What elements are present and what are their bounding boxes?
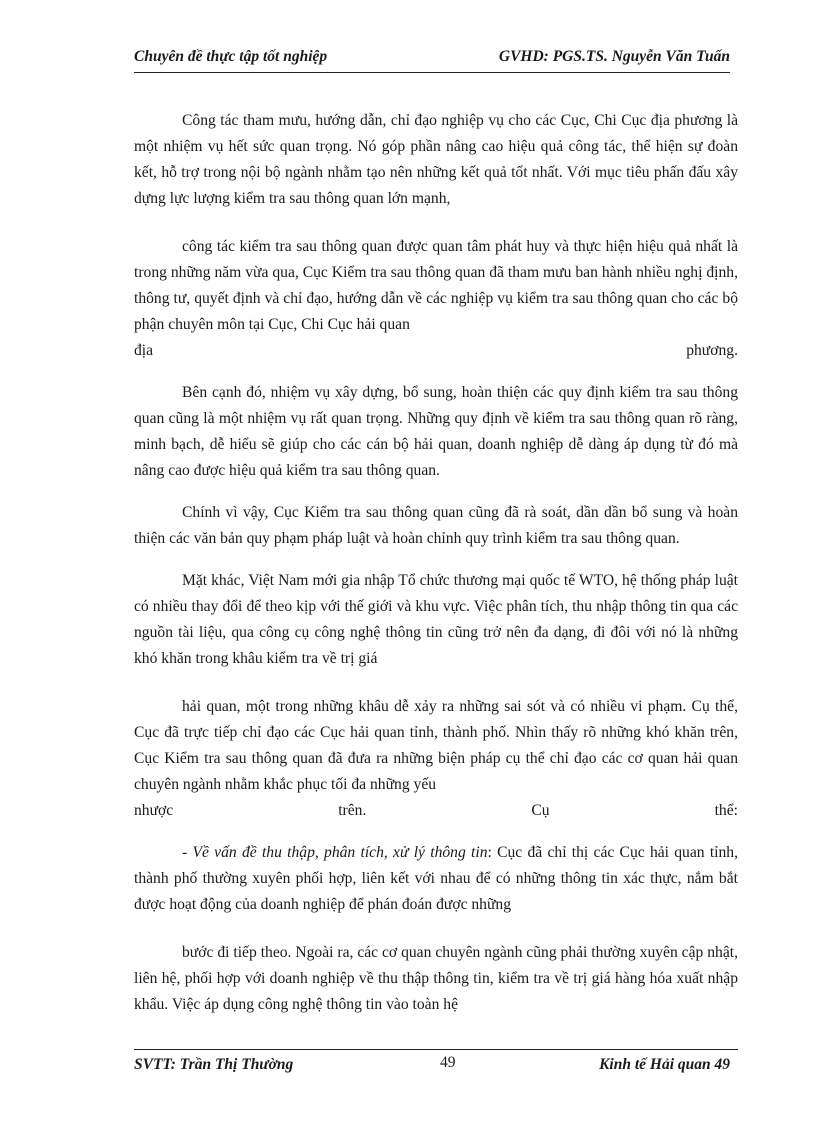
paragraph-1: Công tác tham mưu, hướng dẫn, chỉ đạo nghiệp vụ cho các Cục, Chi Cục địa phương là một nhiệm vụ hết sức quan trọng. Nó góp phần nâng cao hiệu quả công tác, thể hiện sự đoàn kết, hỗ trợ trong nội bộ ngành nhằm tạo nên những kết quả tốt nhất. Với mục tiêu phấn đấu xây dựng lực lượng kiểm tra sau thông quan lớn mạnh, <box>134 112 738 207</box>
document-body <box>134 108 738 1034</box>
footer-class: Kinh tế Hải quan 49 <box>599 1056 730 1073</box>
page-number: 49 <box>440 1054 456 1071</box>
header-advisor: GVHD: PGS.TS. Nguyễn Văn Tuấn <box>498 48 730 65</box>
paragraph-8: bước đi tiếp theo. Ngoài ra, các cơ quan chuyên ngành cũng phải thường xuyên cập nhật, liên hệ, phối hợp với doanh nghiệp về thu thập thông tin, kiểm tra về trị giá hàng hóa xuất nhập khẩu. Việc áp dụng công nghệ thông tin vào toàn hệ <box>134 944 738 1013</box>
paragraph-7: - Về vấn đề thu thập, phân tích, xử lý thông tin: Cục đã chỉ thị các Cục hải quan tỉnh, thành phố thường xuyên phối hợp, liên kết với nhau để có những thông tin xác thực, nắm bắt được hoạt động của doanh nghiệp để phán đoán được những <box>134 844 738 913</box>
page-header <box>134 46 730 73</box>
paragraph-5: Mặt khác, Việt Nam mới gia nhập Tổ chức thương mại quốc tế WTO, hệ thống pháp luật có nhiều thay đổi để theo kịp với thế giới và khu vực. Việc phân tích, thu nhập thông tin qua các nguồn tài liệu, qua công cụ công nghệ thông tin cũng trở nên đa dạng, đi đôi với nó là những khó khăn trong khâu kiểm tra về trị giá <box>134 572 738 667</box>
header-title: Chuyên đề thực tập tốt nghiệp <box>134 48 328 65</box>
footer-student: SVTT: Trần Thị Thường <box>134 1056 294 1073</box>
paragraph-3: Bên cạnh đó, nhiệm vụ xây dựng, bổ sung, hoàn thiện các quy định kiểm tra sau thông quan cũng là một nhiệm vụ rất quan trọng. Những quy định về kiểm tra sau thông quan rõ ràng, minh bạch, dễ hiểu sẽ giúp cho các cán bộ hải quan, doanh nghiệp dễ dàng áp dụng từ đó mà nâng cao được hiệu quả kiểm tra sau thông quan. <box>134 384 738 479</box>
paragraph-6-last-line: nhược trên. Cụ thể: <box>134 802 738 819</box>
section-heading-inline: - Về vấn đề thu thập, phân tích, xử lý thông tin <box>182 844 488 861</box>
paragraph-2: công tác kiểm tra sau thông quan được quan tâm phát huy và thực hiện hiệu quả nhất là trong những năm vừa qua, Cục Kiểm tra sau thông quan đã tham mưu ban hành nhiều nghị định, thông tư, quyết định và chỉ đạo, hướng dẫn về các nghiệp vụ kiểm tra sau thông quan cho các bộ phận chuyên môn tại Cục, Chi Cục hải quan <box>134 238 738 333</box>
page-footer <box>134 1049 738 1080</box>
paragraph-4: Chính vì vậy, Cục Kiểm tra sau thông quan cũng đã rà soát, dần dần bổ sung và hoàn thiện các văn bản quy phạm pháp luật và hoàn chỉnh quy trình kiểm tra sau thông quan. <box>134 504 738 547</box>
paragraph-2-last-line: địa phương. <box>134 342 738 359</box>
paragraph-6: hải quan, một trong những khâu dễ xảy ra những sai sót và có nhiều vi phạm. Cụ thể, Cục đã trực tiếp chỉ đạo các Cục hải quan tỉnh, thành phố. Nhìn thấy rõ những khó khăn trên, Cục Kiểm tra sau thông quan đã đưa ra những biện pháp cụ thể chỉ đạo các cơ quan hải quan chuyên ngành nhằm khắc phục tối đa những yếu <box>134 698 738 793</box>
